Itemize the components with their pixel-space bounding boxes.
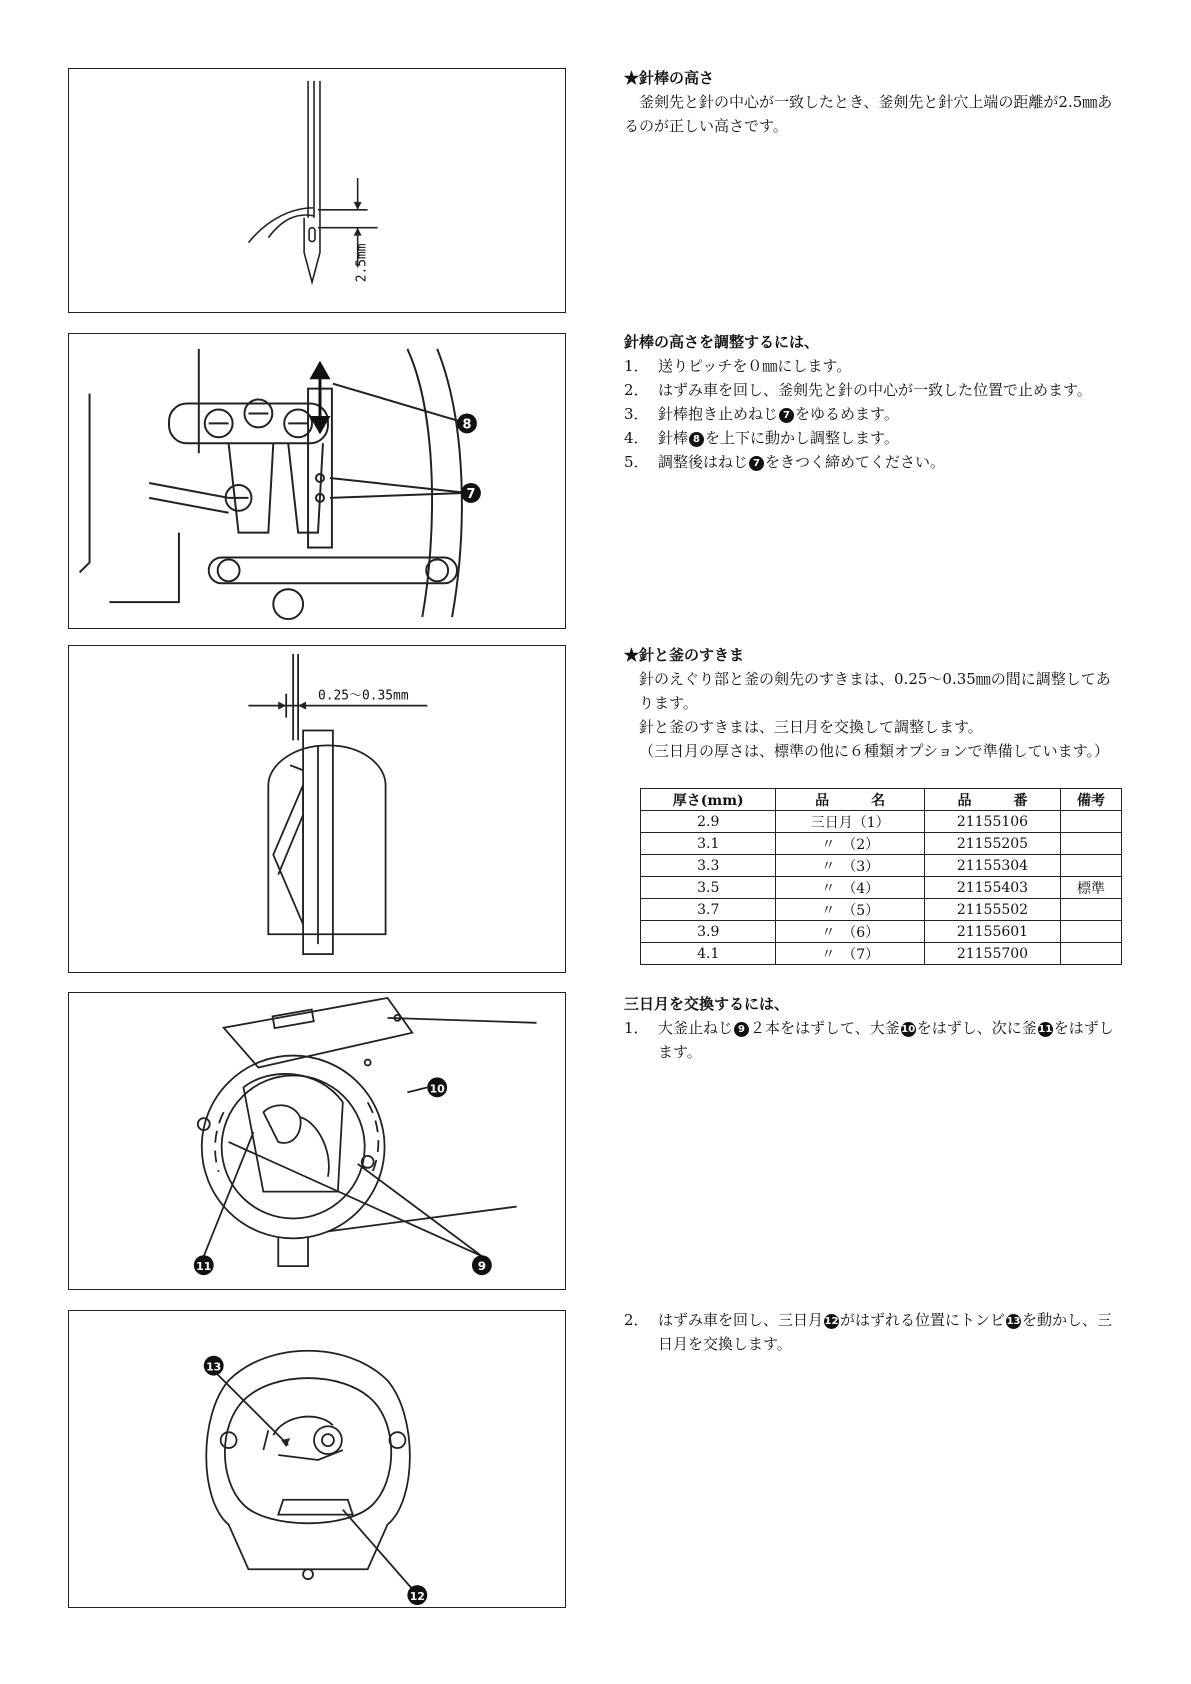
rotary-hook-assembly-illustration [69, 993, 565, 1289]
figure-hook-opener [68, 1310, 566, 1608]
table-header-row [641, 789, 1122, 811]
step-1 [624, 1016, 1124, 1064]
section-hook-opener [624, 1308, 1124, 1356]
col-remarks: 備考 [1061, 789, 1122, 811]
step-number: 5． [624, 453, 649, 471]
step-2 [624, 378, 1124, 402]
callout-9: 9 [477, 1259, 487, 1274]
heading-needle-hook-clearance: ★針と釜のすきま [624, 646, 745, 664]
step-text: はずみ車を回し、釜剣先と針の中心が一致した位置で止めます。 [658, 381, 1092, 399]
step-1 [624, 354, 1124, 378]
text-clearance-body-1: 針のえぐり部と釜の剣先のすきまは、0.25～0.35㎜の間に調整してあります。 [639, 670, 1111, 712]
gap-dimension-label: 2.5mm [354, 243, 370, 283]
ref-8: 8 [689, 432, 704, 447]
table-row: 3.1 〃 （2） 21155205 [641, 833, 1122, 855]
callout-7: 7 [466, 486, 476, 502]
heading-needle-bar-adjust: 針棒の高さを調整するには、 [624, 333, 820, 351]
section-needle-bar-adjust [624, 330, 1124, 474]
table-row: 4.1 〃 （7） 21155700 [641, 943, 1122, 965]
ref-7: 7 [749, 456, 764, 471]
ref-12: 12 [824, 1316, 839, 1327]
table-row: 2.9 三日月（1） 21155106 [641, 811, 1122, 833]
text-clearance-body-2: 針と釜のすきまは、三日月を交換して調整します。 [639, 718, 983, 736]
col-thickness: 厚さ(mm) [641, 789, 776, 811]
step-number: 3． [624, 405, 649, 423]
ref-7: 7 [779, 408, 794, 423]
step-number: 1． [624, 357, 649, 375]
hook-opener-illustration [69, 1311, 565, 1607]
text-clearance-body-3: （三日月の厚さは、標準の他に６種類オプションで準備しています。） [639, 742, 1109, 760]
callout-11: 11 [196, 1260, 212, 1274]
section-needle-height [624, 66, 1124, 138]
figure-needle-hook-clearance [68, 645, 566, 973]
table-row: 3.3 〃 （3） 21155304 [641, 855, 1122, 877]
ref-10: 10 [901, 1024, 916, 1035]
needle-height-illustration [69, 69, 565, 312]
step-3 [624, 402, 1124, 426]
callout-8: 8 [462, 417, 472, 433]
section-needle-hook-clearance [624, 643, 1124, 763]
step-5 [624, 450, 1124, 474]
heading-needle-height: ★針棒の高さ [624, 69, 715, 87]
text-needle-height-body: 釜剣先と針の中心が一致したとき、釜剣先と針穴上端の距離が2.5㎜あるのが正しい高さです。 [624, 93, 1113, 135]
ref-11: 11 [1038, 1024, 1053, 1035]
needle-bar-mechanism-illustration [69, 334, 565, 628]
step-text: 送りピッチを０㎜にします。 [658, 357, 852, 375]
col-part-number: 品 番 [924, 789, 1060, 811]
callout-10: 10 [429, 1082, 445, 1096]
callout-13: 13 [206, 1360, 222, 1374]
step-text: 調整後はねじ 7 をきつく締めてください。 [658, 453, 946, 471]
col-part-name: 品 名 [776, 789, 924, 811]
figure-needle-bar-adjust [68, 333, 566, 629]
ref-9: 9 [734, 1022, 749, 1037]
step-text: 針棒 8 を上下に動かし調整します。 [658, 429, 899, 447]
step-2 [624, 1308, 1124, 1356]
heading-hook-replacement: 三日月を交換するには、 [624, 995, 790, 1013]
step-number: 2． [624, 381, 649, 399]
step-number: 1． [624, 1019, 649, 1037]
needle-plate-parts-table [640, 788, 1122, 965]
step-number: 4． [624, 429, 649, 447]
step-4 [624, 426, 1124, 450]
table-row: 3.9 〃 （6） 21155601 [641, 921, 1122, 943]
figure-hook-removal [68, 992, 566, 1290]
figure-needle-height [68, 68, 566, 313]
needle-hook-clearance-illustration [69, 646, 565, 972]
step-text: 針棒抱き止めねじ 7 をゆるめます。 [658, 405, 899, 423]
section-hook-replacement [624, 992, 1124, 1064]
ref-13: 13 [1006, 1316, 1021, 1327]
table-row: 3.5 〃 （4） 21155403 標準 [641, 877, 1122, 899]
step-text: はずみ車を回し、三日月 12 がはずれる位置にトンビ 13 を動かし、三日月を交換します。 [658, 1311, 1113, 1353]
step-number: 2． [624, 1311, 649, 1329]
table-row: 3.7 〃 （5） 21155502 [641, 899, 1122, 921]
clearance-dimension-label: 0.25～0.35mm [317, 688, 409, 704]
step-text: 大釜止ねじ 9 ２本をはずして、大釜 10 をはずし、次に釜 11 をはずします。 [658, 1019, 1114, 1061]
callout-12: 12 [409, 1590, 425, 1604]
